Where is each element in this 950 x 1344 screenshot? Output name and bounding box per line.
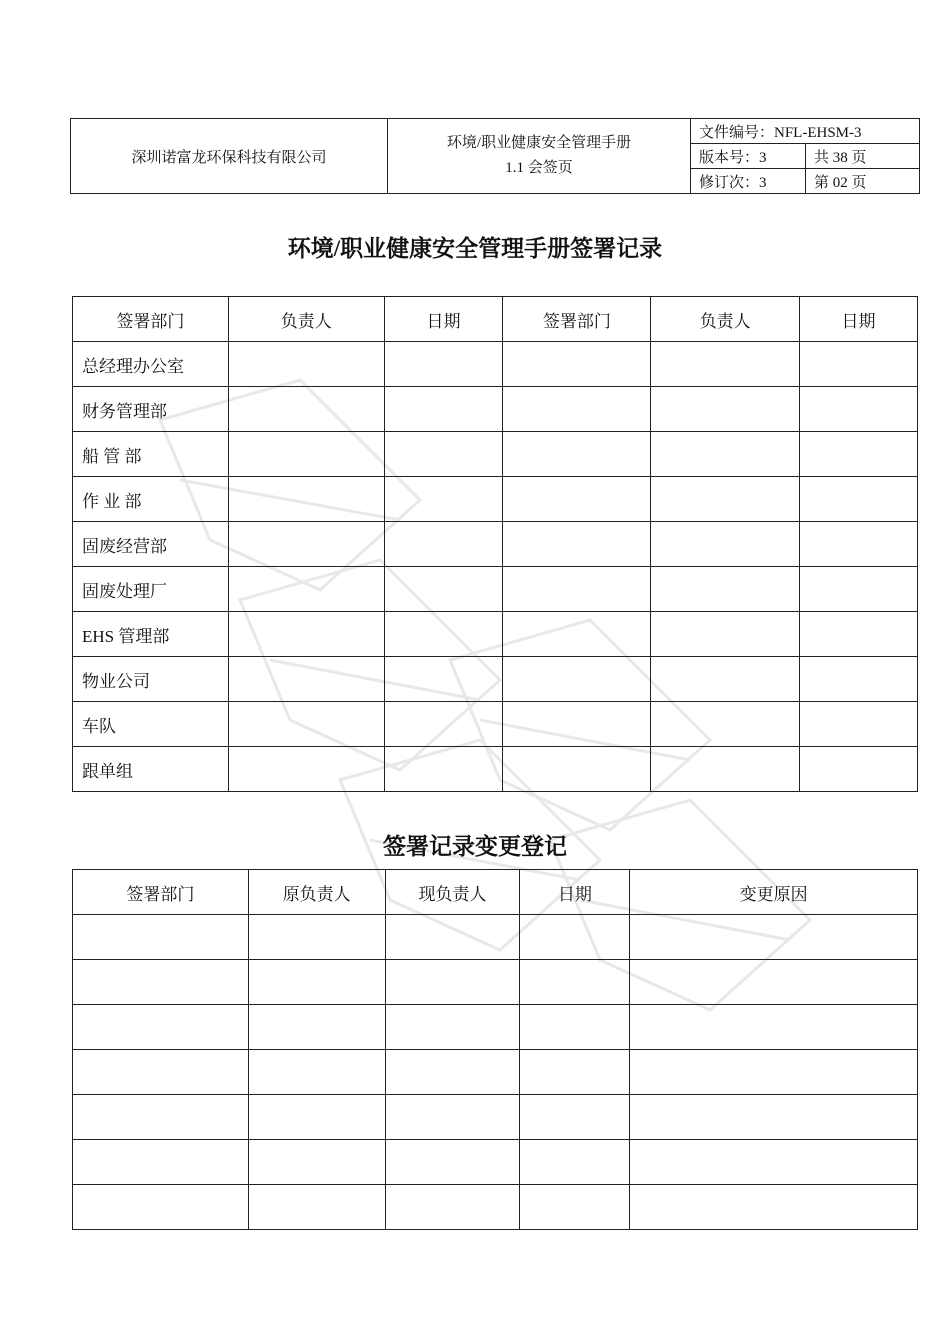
signature-cell[interactable] bbox=[228, 612, 384, 657]
signature-cell[interactable] bbox=[384, 432, 503, 477]
table-row bbox=[73, 1140, 918, 1185]
table-row bbox=[73, 747, 918, 792]
signature-cell[interactable] bbox=[384, 387, 503, 432]
change-entry-cell[interactable] bbox=[520, 1140, 630, 1185]
change-entry-cell[interactable] bbox=[73, 1005, 249, 1050]
department-name: 跟单组 bbox=[73, 747, 229, 792]
signature-cell[interactable] bbox=[651, 567, 800, 612]
department-name: 总经理办公室 bbox=[73, 342, 229, 387]
signature-cell[interactable] bbox=[651, 522, 800, 567]
signature-cell[interactable] bbox=[384, 477, 503, 522]
change-entry-cell[interactable] bbox=[73, 1185, 249, 1230]
column-header: 负责人 bbox=[228, 297, 384, 342]
column-header: 日期 bbox=[384, 297, 503, 342]
change-entry-cell[interactable] bbox=[630, 1005, 918, 1050]
department-name: 船 管 部 bbox=[73, 432, 229, 477]
sign-record-table bbox=[72, 296, 918, 792]
change-entry-cell[interactable] bbox=[248, 1005, 385, 1050]
change-entry-cell[interactable] bbox=[520, 960, 630, 1005]
table-row bbox=[73, 1050, 918, 1095]
file-number: 文件编号：NFL-EHSM-3 bbox=[691, 119, 920, 144]
signature-cell[interactable] bbox=[228, 657, 384, 702]
revision-number: 修订次：3 bbox=[691, 169, 806, 194]
change-entry-cell[interactable] bbox=[385, 1185, 520, 1230]
table-row bbox=[73, 1095, 918, 1140]
signature-cell[interactable] bbox=[503, 612, 651, 657]
change-entry-cell[interactable] bbox=[630, 1050, 918, 1095]
table-row bbox=[73, 1005, 918, 1050]
column-header: 原负责人 bbox=[248, 870, 385, 915]
section-label: 1.1 会签页 bbox=[505, 160, 573, 176]
change-entry-cell[interactable] bbox=[73, 915, 249, 960]
total-pages: 共 38 页 bbox=[806, 144, 920, 169]
change-entry-cell[interactable] bbox=[630, 915, 918, 960]
change-entry-cell[interactable] bbox=[248, 960, 385, 1005]
change-entry-cell[interactable] bbox=[520, 1185, 630, 1230]
table-row bbox=[73, 387, 918, 432]
signature-cell[interactable] bbox=[384, 567, 503, 612]
signature-cell[interactable] bbox=[384, 612, 503, 657]
signature-cell[interactable] bbox=[800, 387, 918, 432]
column-header: 签署部门 bbox=[73, 297, 229, 342]
signature-cell[interactable] bbox=[384, 702, 503, 747]
department-name: 固废经营部 bbox=[73, 522, 229, 567]
document-title: 环境/职业健康安全管理手册 bbox=[446, 135, 632, 151]
signature-cell[interactable] bbox=[503, 747, 651, 792]
table-row bbox=[73, 522, 918, 567]
change-entry-cell[interactable] bbox=[248, 1185, 385, 1230]
change-entry-cell[interactable] bbox=[520, 1050, 630, 1095]
change-record-title: 签署记录变更登记 bbox=[383, 834, 567, 859]
change-entry-cell[interactable] bbox=[385, 1140, 520, 1185]
department-name: 车队 bbox=[73, 702, 229, 747]
signature-cell[interactable] bbox=[503, 432, 651, 477]
signature-cell[interactable] bbox=[228, 702, 384, 747]
page-number: 第 02 页 bbox=[806, 169, 920, 194]
signature-cell[interactable] bbox=[800, 567, 918, 612]
signature-cell[interactable] bbox=[800, 432, 918, 477]
signature-cell[interactable] bbox=[651, 477, 800, 522]
signature-cell[interactable] bbox=[228, 747, 384, 792]
table-row bbox=[73, 1185, 918, 1230]
column-header: 日期 bbox=[800, 297, 918, 342]
signature-cell[interactable] bbox=[503, 387, 651, 432]
department-name: 作 业 部 bbox=[73, 477, 229, 522]
table-row bbox=[73, 432, 918, 477]
signature-cell[interactable] bbox=[228, 522, 384, 567]
change-entry-cell[interactable] bbox=[520, 915, 630, 960]
signature-cell[interactable] bbox=[503, 702, 651, 747]
signature-cell[interactable] bbox=[228, 567, 384, 612]
signature-cell[interactable] bbox=[651, 747, 800, 792]
table-row bbox=[73, 612, 918, 657]
signature-cell[interactable] bbox=[384, 657, 503, 702]
signature-cell[interactable] bbox=[503, 477, 651, 522]
change-entry-cell[interactable] bbox=[630, 960, 918, 1005]
department-name: 财务管理部 bbox=[73, 387, 229, 432]
change-entry-cell[interactable] bbox=[385, 1050, 520, 1095]
signature-cell[interactable] bbox=[800, 702, 918, 747]
version-number: 版本号：3 bbox=[691, 144, 806, 169]
signature-cell[interactable] bbox=[651, 342, 800, 387]
department-name: EHS 管理部 bbox=[73, 612, 229, 657]
column-header: 日期 bbox=[520, 870, 630, 915]
column-header: 签署部门 bbox=[73, 870, 249, 915]
change-entry-cell[interactable] bbox=[73, 960, 249, 1005]
signature-cell[interactable] bbox=[228, 477, 384, 522]
company-name: 深圳诺富龙环保科技有限公司 bbox=[71, 119, 388, 194]
column-header: 签署部门 bbox=[503, 297, 651, 342]
column-header: 变更原因 bbox=[630, 870, 918, 915]
table-row bbox=[73, 915, 918, 960]
change-entry-cell[interactable] bbox=[73, 1140, 249, 1185]
signature-cell[interactable] bbox=[503, 567, 651, 612]
change-entry-cell[interactable] bbox=[385, 1095, 520, 1140]
sign-record-title: 环境/职业健康安全管理手册签署记录 bbox=[287, 236, 663, 261]
change-entry-cell[interactable] bbox=[73, 1095, 249, 1140]
change-entry-cell[interactable] bbox=[630, 1095, 918, 1140]
signature-cell[interactable] bbox=[228, 342, 384, 387]
change-entry-cell[interactable] bbox=[248, 915, 385, 960]
signature-cell[interactable] bbox=[228, 432, 384, 477]
document-title-cell bbox=[388, 119, 691, 194]
signature-cell[interactable] bbox=[800, 612, 918, 657]
change-entry-cell[interactable] bbox=[248, 1050, 385, 1095]
change-entry-cell[interactable] bbox=[73, 1050, 249, 1095]
signature-cell[interactable] bbox=[384, 342, 503, 387]
change-entry-cell[interactable] bbox=[520, 1005, 630, 1050]
change-entry-cell[interactable] bbox=[385, 915, 520, 960]
signature-cell[interactable] bbox=[384, 522, 503, 567]
signature-cell[interactable] bbox=[503, 522, 651, 567]
table-row bbox=[73, 960, 918, 1005]
table-row bbox=[73, 477, 918, 522]
sign-table-header-row bbox=[73, 297, 918, 342]
change-entry-cell[interactable] bbox=[385, 1005, 520, 1050]
signature-cell[interactable] bbox=[800, 747, 918, 792]
table-row bbox=[73, 657, 918, 702]
table-row bbox=[73, 342, 918, 387]
signature-cell[interactable] bbox=[384, 747, 503, 792]
signature-cell[interactable] bbox=[503, 657, 651, 702]
department-name: 物业公司 bbox=[73, 657, 229, 702]
column-header: 现负责人 bbox=[385, 870, 520, 915]
change-record-table bbox=[72, 869, 918, 1230]
table-row bbox=[73, 567, 918, 612]
change-entry-cell[interactable] bbox=[248, 1095, 385, 1140]
table-row bbox=[73, 702, 918, 747]
signature-cell[interactable] bbox=[800, 477, 918, 522]
department-name: 固废处理厂 bbox=[73, 567, 229, 612]
signature-cell[interactable] bbox=[800, 657, 918, 702]
signature-cell[interactable] bbox=[651, 387, 800, 432]
change-entry-cell[interactable] bbox=[630, 1140, 918, 1185]
signature-cell[interactable] bbox=[228, 387, 384, 432]
signature-cell[interactable] bbox=[800, 522, 918, 567]
document-header-table bbox=[70, 118, 920, 194]
change-entry-cell[interactable] bbox=[630, 1185, 918, 1230]
change-entry-cell[interactable] bbox=[385, 960, 520, 1005]
signature-cell[interactable] bbox=[651, 657, 800, 702]
signature-cell[interactable] bbox=[651, 432, 800, 477]
column-header: 负责人 bbox=[651, 297, 800, 342]
signature-cell[interactable] bbox=[503, 342, 651, 387]
change-table-header-row bbox=[73, 870, 918, 915]
change-entry-cell[interactable] bbox=[520, 1095, 630, 1140]
signature-cell[interactable] bbox=[651, 702, 800, 747]
signature-cell[interactable] bbox=[800, 342, 918, 387]
change-entry-cell[interactable] bbox=[248, 1140, 385, 1185]
signature-cell[interactable] bbox=[651, 612, 800, 657]
